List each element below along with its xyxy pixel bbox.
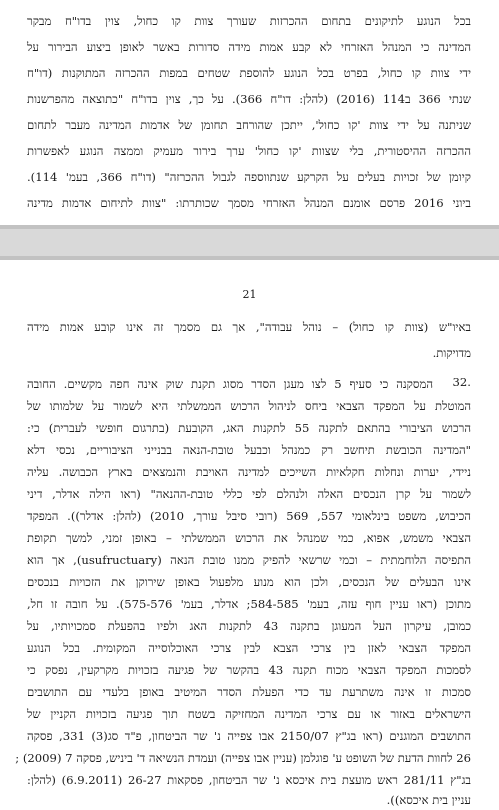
paragraph-line: בג"ץ 281/11 ראש מועצת בית איכסא נ' שר הביטחון, פסקאות 26-27 (6.9.2011) (להלן: (27, 773, 471, 787)
paragraph-line: "המדינה הכובשת תיחשב רק כמנהל וכבעל טובת-הנאה בבנייני הציבוריים, נכסי דלא (27, 443, 471, 457)
paragraph-line: הישראלים באזור או עם צרכי המדינה המחזיקה בשטח תוך פגיעה בזכויות הקניין של (27, 707, 471, 721)
page-separator (0, 225, 499, 260)
paragraph-line: המפקד הצבאי לאזן בין צרכי הצבא לבין צרכי האוכלוסייה המקומית. בכל הנוגע (27, 641, 471, 655)
paragraph-line: מתוכן (ראו עניין חוף עזה, בעמ' 584-585; אדלר, בעמ' 575-576). על חובה זו חל, (27, 597, 472, 611)
text-line: ההכרזה ההיסטורית, בלי שצוות 'קו כחול' ערך בירור מעמיק וממצה הנוגע לאפשרות (27, 144, 471, 158)
paragraph-line: הרכוש הציבורי בהתאם לתקנה 55 לתקנות האג, הקובעת (בתרגום חופשי לעברית) כי: (27, 421, 471, 435)
paragraph-line: הכיבוש, משפט בינלאומי 557, 569 (רובי סיבל עורך, 2010) (להלן: אדלר)). המפקד (27, 509, 471, 523)
text-line: ביוני 2016 פרסם אומנם המנהל האזרחי מסמך שכותרתו: "צוות לתיחום אדמות מדינה (27, 196, 471, 210)
text-line: שנתי 366 ב114 (2016) (להלן: דו"ח 366). על כך, צוין בדו"ח "כתוצאה מהפרשנות (27, 92, 471, 106)
paragraph-line: לשמור על קרן הנכסים האלה ולנהלם לפי כללי טובת-ההנאה" (ראו הילה אדלר, דיני (27, 487, 471, 501)
page-number: 21 (242, 288, 257, 301)
text-line: קיומן של זכויות בעלים על הקרקע שנתווספה לגבול ההכרזה" (דו"ח 366, בעמ' 114). (27, 170, 472, 184)
paragraph-line: לסמכות המפקד הצבאי מכוח תקנה 43 בהקשר של פגיעה בזכויות מקרקעין, נפסק כי (27, 663, 471, 677)
intro-line: באיו"ש (צוות קו כחול) – נוהל עבודה", אך גם מסמך זה אינו קובע אמות מידה (27, 320, 471, 334)
text-line: שניתנה על ידי צוות 'קו כחול', ייתכן שהורחב תחומן של אדמות המדינה מעבר לתחום (27, 118, 471, 132)
text-line: בכל הנוגע לתיקונים בתחום ההכרזות שעורך צוות קו כחול, צוין בדו"ח מבקר (27, 14, 471, 28)
paragraph-line: עניין בית איכסא)). (386, 793, 471, 807)
paragraph-line: כמובן, עיקרון העל המעוגן בתקנה 43 לתקנות האג ולפיו בהפעלת סמכויותיו, על (27, 619, 471, 633)
paragraph-number: 32. (452, 375, 471, 389)
intro-line: מדויקות. (432, 346, 471, 360)
paragraph-line: 26 לחוות הדעת של השופט ע' פוגלמן (עניין אבו צפייה) ועמדת הנשיאה ד' ביניש, פסקה 7 (2009) ; (15, 751, 471, 765)
paragraph-line: המסקנה כי סעיף 5 לצו מעגן הסדר מסוג תקנת שוק אינה חפה מקשיים. החובה (27, 377, 434, 391)
paragraph-line: התפיסה הלוחמתית – וכמי שרשאי להפיק ממנו טובת הנאה (usufructuary), אך הוא (27, 553, 472, 567)
paragraph-line: המוטלת על המפקד הצבאי ביחס לניהול הרכוש הממשלתי היא לשמור על שלמותו של (27, 399, 471, 413)
paragraph-line: סמכות זו אינה משתרעת עד כדי הפעלת הסדר המיטיב באופן בלעדי עם התושבים (27, 685, 471, 699)
paragraph-line: הצבאי משמש, אפוא, כמי שמנהל את הרכוש הממשלתי – באופן זמני, למשך תקופת (27, 531, 471, 545)
paragraph-line: התושבים המוגנים (ראו בג"ץ 2150/07 אבו צפייה נ' שר הביטחון, פ"ד סג(3) 331, פסקה (27, 729, 471, 743)
separator-edge (0, 225, 499, 229)
text-line: המדינה כי המנהל האזרחי לא קבע אמות מידה סדורות באשר לאופן ביצוע הבירור על (27, 40, 471, 54)
text-line: ידי צוות קו כחול, בפרט בכל הנוגע להוספת שטחים במפות ההכרזה המתוקנות (דו"ח (27, 66, 471, 80)
paragraph-line: אינו הבעלים של הנכסים, ולכן הוא מנוע מלפעול באופן שירוקן את הזכויות בנכסים (27, 575, 471, 589)
top-page-fragment (0, 0, 499, 225)
paragraph-line: ניידי, יערות ונחלות חקלאיות השייכים למדינה האויבת והנמצאים בארץ הכבושה. עליה (27, 465, 471, 479)
